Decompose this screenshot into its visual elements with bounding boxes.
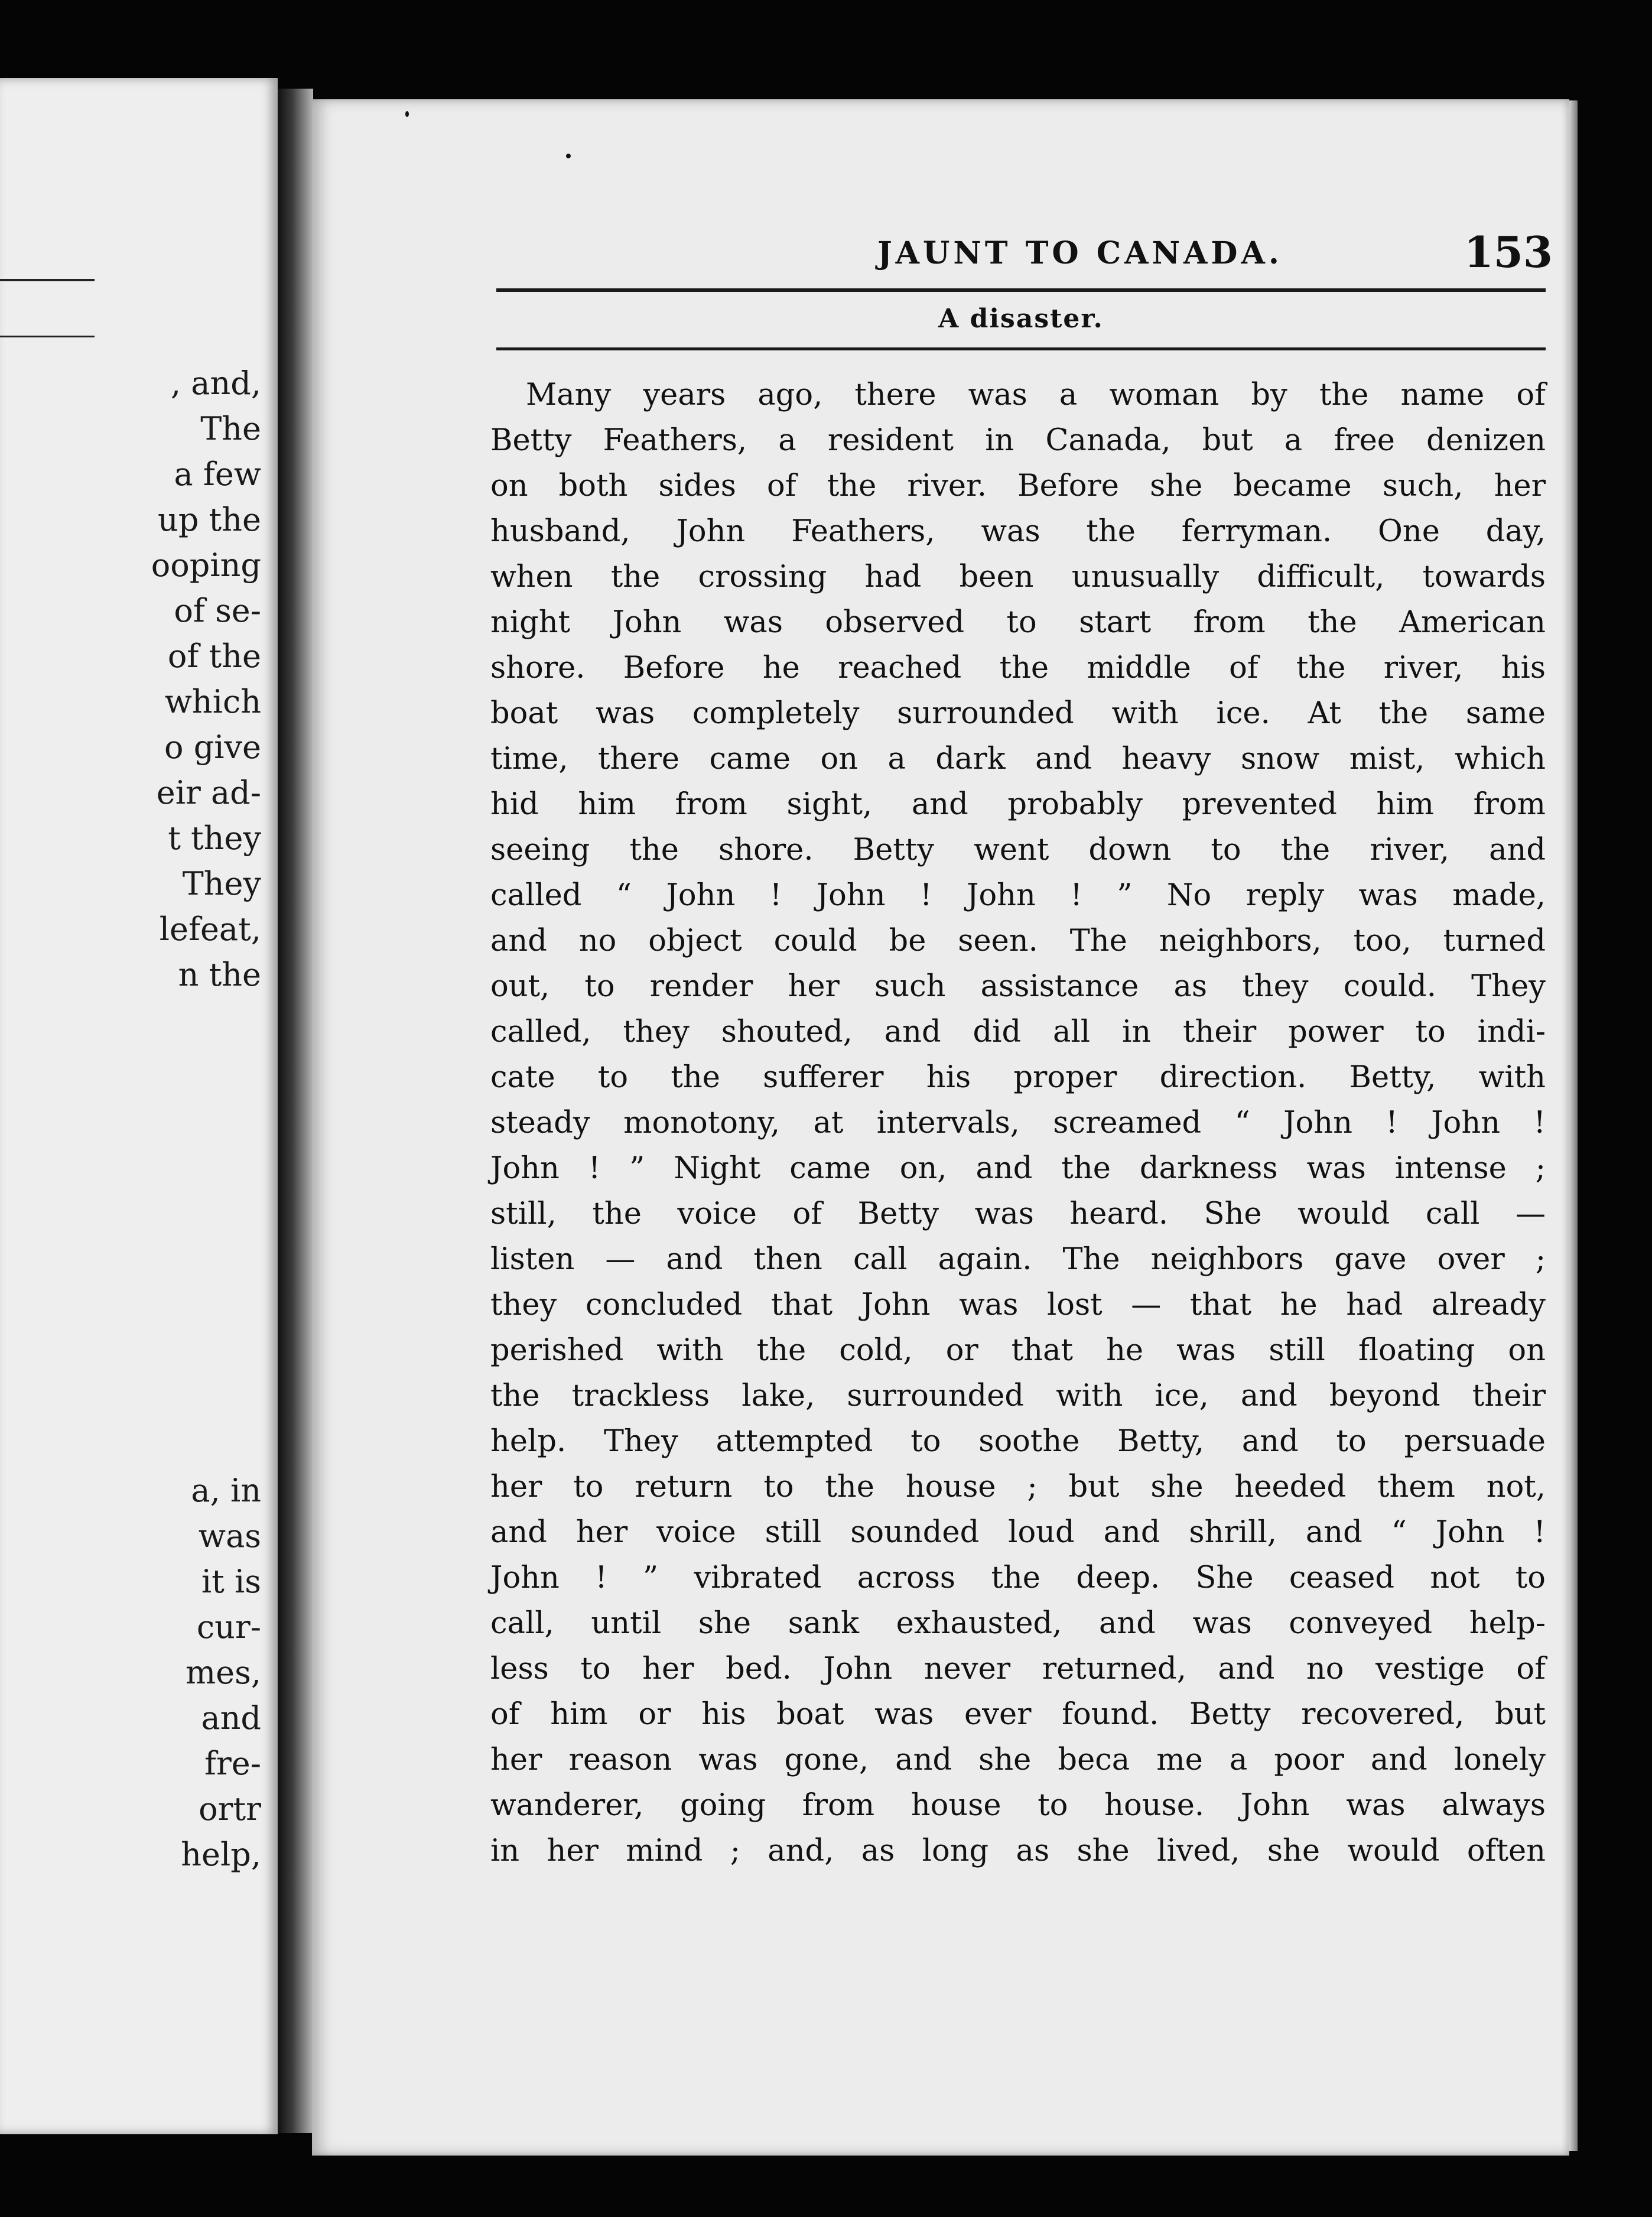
text-line: time, there came on a dark and heavy snow mist, which	[490, 742, 1546, 776]
text-line: less to her bed. John never returned, and no vestige of	[490, 1652, 1546, 1686]
text-line: John ! ” vibrated across the deep. She ceased not to	[490, 1561, 1546, 1595]
text-line: husband, John Feathers, was the ferryman. One day,	[490, 514, 1546, 549]
text-line: boat was completely surrounded with ice. At the same	[490, 696, 1546, 731]
text-line: call, until she sank exhausted, and was conveyed help-	[490, 1606, 1546, 1641]
left-fragment: which	[164, 683, 261, 720]
text-line: seeing the shore. Betty went down to the river, and	[490, 833, 1546, 867]
text-line: and no object could be seen. The neighbors, too, turned	[490, 924, 1546, 958]
text-line: out, to render her such assistance as they could. They	[490, 969, 1546, 1004]
book-gutter	[278, 89, 313, 2133]
left-fragment: it is	[201, 1563, 261, 1600]
left-fragment: They	[182, 865, 261, 902]
left-fragment: of se-	[174, 592, 261, 629]
left-fragment: was	[198, 1517, 261, 1555]
left-fragment: help,	[181, 1836, 261, 1873]
left-fragment: up the	[158, 501, 261, 538]
text-line: cate to the sufferer his proper direction. Betty, with	[490, 1060, 1546, 1095]
header-rule-bottom	[496, 347, 1546, 350]
text-line: help. They attempted to soothe Betty, and to persuade	[490, 1424, 1546, 1459]
left-fragment: , and,	[170, 365, 261, 402]
left-fragment: t they	[168, 820, 261, 857]
left-page	[0, 78, 278, 2134]
page-number: 153	[1464, 227, 1553, 277]
header-rule-top	[496, 288, 1546, 292]
text-line: on both sides of the river. Before she became such, her	[490, 469, 1546, 503]
text-line: her reason was gone, and she beca me a poor and lonely	[490, 1743, 1546, 1777]
page-edge	[1569, 100, 1578, 2151]
text-line: the trackless lake, surrounded with ice, and beyond their	[490, 1379, 1546, 1413]
left-fragment: mes,	[185, 1654, 261, 1691]
text-line: called “ John ! John ! John ! ” No reply was made,	[490, 878, 1546, 913]
left-fragment: eir ad-	[156, 774, 261, 811]
left-fragment: ortr	[199, 1790, 261, 1828]
right-page	[312, 99, 1569, 2156]
left-fragment: The	[200, 410, 261, 447]
page-header	[489, 227, 1553, 294]
left-fragment: a few	[174, 456, 261, 493]
left-fragment: and	[201, 1699, 261, 1737]
text-line: when the crossing had been unusually difficult, towards	[490, 560, 1546, 594]
text-line: Many years ago, there was a woman by the name of	[526, 378, 1546, 412]
text-line: in her mind ; and, as long as she lived, she would often	[490, 1834, 1546, 1868]
text-line: Betty Feathers, a resident in Canada, but a free denizen	[490, 423, 1546, 458]
running-head: JAUNT TO CANADA.	[877, 235, 1283, 271]
ink-speck	[405, 111, 409, 117]
left-page-rule-bottom	[0, 336, 95, 337]
left-fragment: fre-	[204, 1745, 261, 1782]
text-line: called, they shouted, and did all in their power to indi-	[490, 1015, 1546, 1049]
text-line: night John was observed to start from the American	[490, 605, 1546, 640]
left-fragment: o give	[164, 729, 261, 766]
left-fragment: lefeat,	[159, 911, 261, 948]
left-page-rule-top	[0, 279, 95, 281]
text-line: listen — and then call again. The neighbors gave over ;	[490, 1242, 1546, 1277]
text-line: John ! ” Night came on, and the darkness was intense ;	[490, 1151, 1546, 1186]
left-fragment: n the	[178, 956, 261, 993]
body-text	[490, 372, 1546, 1874]
text-line: perished with the cold, or that he was still floating on	[490, 1333, 1546, 1368]
section-subhead: A disaster.	[938, 304, 1104, 334]
left-fragment: a, in	[191, 1472, 261, 1509]
text-line: and her voice still sounded loud and shrill, and “ John !	[490, 1515, 1546, 1550]
text-line: wanderer, going from house to house. John was always	[490, 1788, 1546, 1823]
text-line: of him or his boat was ever found. Betty recovered, but	[490, 1697, 1546, 1732]
left-fragment: cur-	[196, 1608, 261, 1646]
text-line: steady monotony, at intervals, screamed “ John ! John !	[490, 1106, 1546, 1140]
ink-speck	[566, 154, 571, 158]
text-line: her to return to the house ; but she heeded them not,	[490, 1470, 1546, 1504]
left-fragment: ooping	[151, 547, 261, 584]
text-line: they concluded that John was lost — that he had already	[490, 1288, 1546, 1322]
text-line: still, the voice of Betty was heard. She would call —	[490, 1197, 1546, 1231]
text-line: shore. Before he reached the middle of the river, his	[490, 651, 1546, 685]
left-fragment: of the	[167, 638, 261, 675]
text-line: hid him from sight, and probably prevented him from	[490, 787, 1546, 822]
